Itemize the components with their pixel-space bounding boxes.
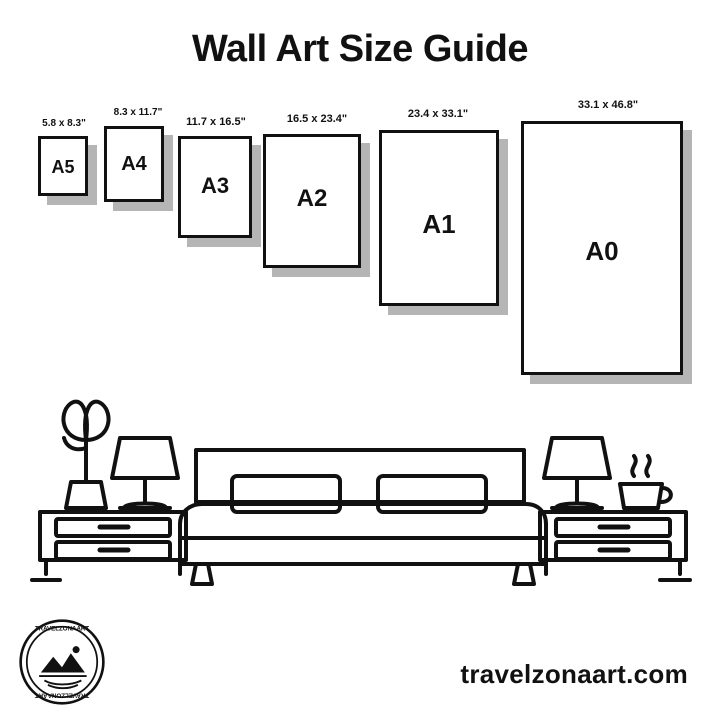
- frame-box-a4[interactable]: [104, 126, 164, 202]
- logo-text-bottom: TRAVELZONAART: [34, 691, 90, 699]
- pillow-left: [232, 476, 340, 512]
- frame-box-a2[interactable]: [263, 134, 361, 268]
- bed-leg-right: [514, 564, 534, 584]
- frame-label-a0: A0: [585, 236, 619, 266]
- page-title: Wall Art Size Guide: [191, 28, 529, 70]
- nightstand-left: [40, 512, 186, 574]
- bed: [180, 450, 546, 584]
- vase-with-flowers: [63, 402, 108, 508]
- nightstand-right: [540, 512, 686, 574]
- logo-text-top: TRAVELZONAART: [34, 625, 90, 633]
- frame-box-a1[interactable]: [379, 130, 499, 306]
- frame-label-a1: A1: [422, 209, 456, 239]
- frame-label-a3: A3: [200, 173, 230, 198]
- frame-box-a0[interactable]: [521, 121, 683, 375]
- pillow-right: [378, 476, 486, 512]
- frame-dimensions-a4: 8.3 x 11.7": [113, 107, 163, 118]
- frame-box-a5[interactable]: [38, 136, 88, 196]
- frame-label-a4: A4: [121, 153, 147, 175]
- coffee-mug: [620, 456, 671, 508]
- frame-dimensions-a2: 16.5 x 23.4": [286, 113, 348, 125]
- frame-dimensions-a1: 23.4 x 33.1": [407, 108, 469, 120]
- frame-box-a3[interactable]: [178, 136, 252, 238]
- frame-label-a5: A5: [51, 157, 75, 177]
- brand-logo: [18, 618, 106, 706]
- frame-dimensions-a0: 33.1 x 46.8": [577, 99, 639, 111]
- table-lamp-left: [112, 438, 178, 508]
- frame-label-a2: A2: [296, 185, 328, 212]
- website-url[interactable]: travelzonaart.com: [460, 659, 688, 689]
- bedroom-illustration: [0, 378, 720, 618]
- bed-leg-left: [192, 564, 212, 584]
- table-lamp-right: [544, 438, 610, 508]
- frame-dimensions-a5: 5.8 x 8.3": [42, 118, 86, 129]
- frame-dimensions-a3: 11.7 x 16.5": [186, 116, 246, 128]
